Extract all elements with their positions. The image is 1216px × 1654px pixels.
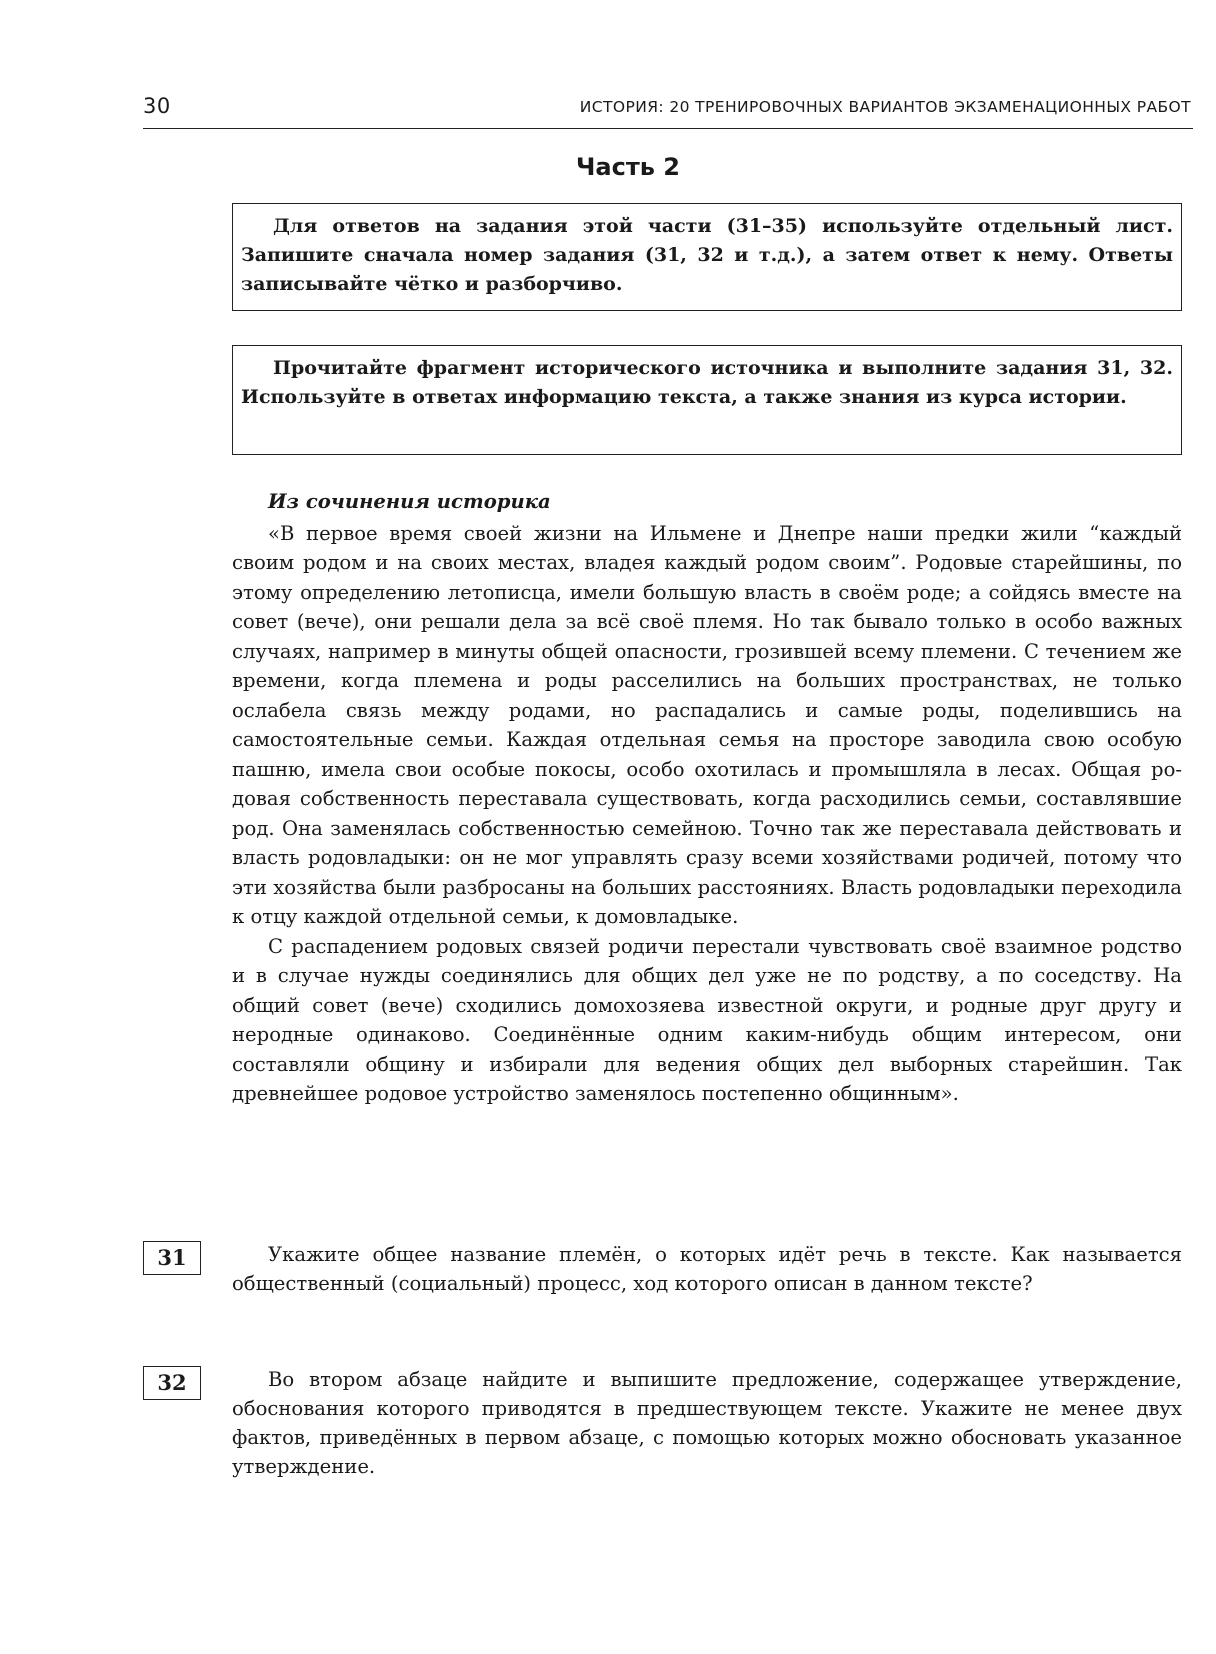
task-number-31: 31 [143,1241,201,1275]
page-number: 30 [143,94,171,118]
answer-sheet-instruction-box [232,203,1182,311]
read-fragment-instruction-box [232,345,1182,455]
source-title: Из сочинения историка [268,490,551,513]
task-text-31: Укажите общее название племён, о которых идёт речь в тексте. Как называется общественный (социальный) процесс, ход которого описан в данном тексте? [232,1243,1182,1295]
section-title: Часть 2 [576,153,680,181]
historical-source [232,487,1182,1109]
source-paragraph-1: «В первое время своей жизни на Ильмене и Днепре наши предки жили “каждый своим родом и на своих местах, владея каждый родом своим”. Родовые старейшины, по этому определению летописца, имели большую власть в своём роде; а сойдясь вместе на совет (вече), они решали дела за всё своё племя. Но так бывало только в особо важных случаях, например в минуты общей опасности, грозившей всему племени. С течением же времени, когда племена и роды расселились на больших пространствах, не только ослабела связь между родами, но распадались и самые роды, поделившись на самостоятельные семьи. Каждая отдельная семья на просторе заводила свою особую пашню, имела свои особые покосы, особо охотилась и промышляла в лесах. Общая родовая собственность переставала существовать, когда расходились семьи, составлявшие род. Она заменялась собственностью семейною. Точно так же переставала действовать и власть родовладыки: он не мог управлять сразу всеми хозяйствами родичей, потому что эти хозяйства были разбросаны на больших расстояниях. Власть родовладыки переходила к отцу каждой отдельной семьи, к домовладыке. [232,521,1182,928]
running-title: ИСТОРИЯ: 20 ТРЕНИРОВОЧНЫХ ВАРИАНТОВ ЭКЗАМЕНАЦИОННЫХ РАБОТ [579,98,1191,116]
answer-sheet-instruction: Для ответов на задания этой части (31–35) используйте отдельный лист. Запишите сначала номер задания (31, 32 и т.д.), а затем ответ к нему. Ответы записывайте чётко и разборчиво. [241,215,1173,295]
read-fragment-instruction: Прочитайте фрагмент исторического источника и выполните задания 31, 32. Используйте в ответах информацию текста, а также знания из курса истории. [241,357,1173,408]
header-divider [143,128,1193,129]
source-paragraph-2: С распадением родовых связей родичи перестали чувствовать своё взаимное родство и в случае нужды соединялись для общих дел уже не по родству, а по соседству. На общий совет (вече) сходились домохозяева известной округи, и родные друг другу и неродные одинаково. Соединённые одним каким-нибудь общим интересом, они составляли общину и избирали для ведения общих дел выборных старейшин. Так древнейшее родовое устройство заменялось постепенно общинным». [232,934,1182,1105]
task-number-32: 32 [143,1366,201,1400]
task-text-32: Во втором абзаце найдите и выпишите предложение, содержащее утверждение, обоснования которого приводятся в предшествующем тексте. Укажите не менее двух фактов, приведённых в первом абзаце, с помощью которых можно обосновать указанное утверждение. [232,1368,1182,1478]
